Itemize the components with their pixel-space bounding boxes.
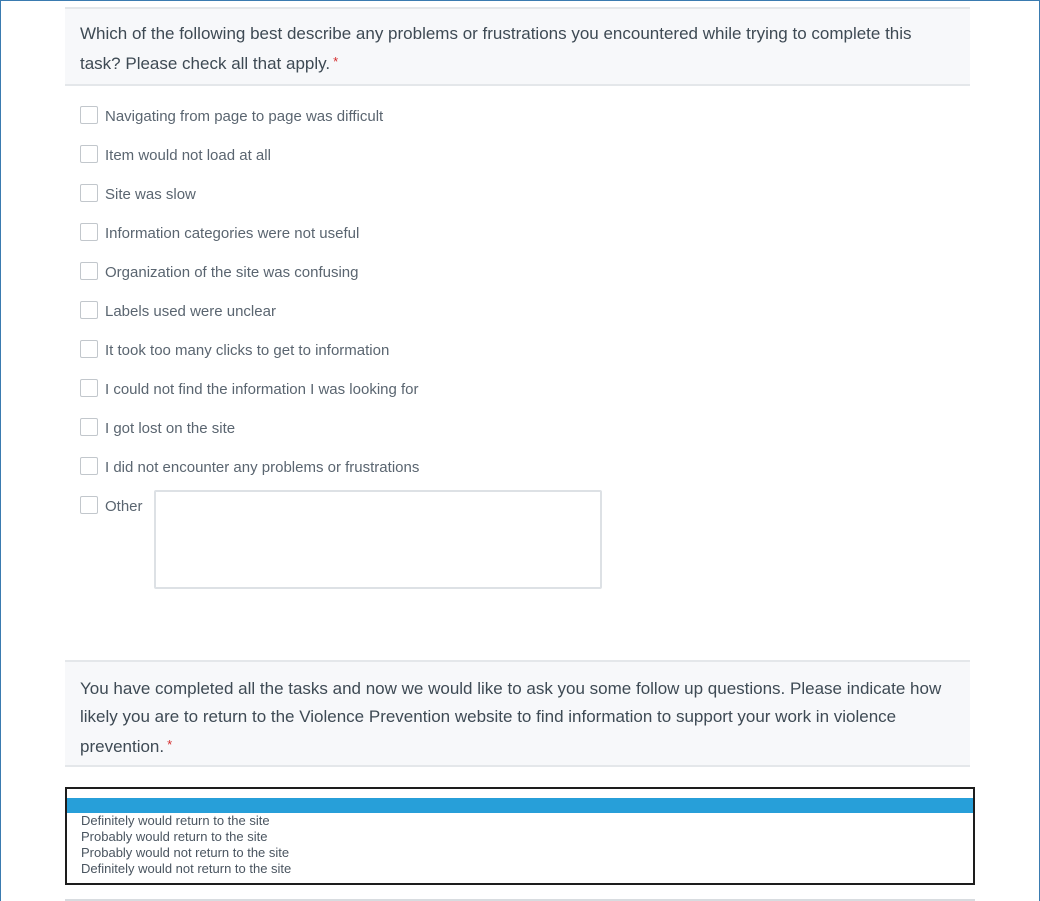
option-too-many-clicks[interactable] — [80, 337, 419, 376]
checkbox[interactable] — [80, 106, 98, 124]
option-label: Item would not load at all — [105, 147, 271, 164]
checkbox[interactable] — [80, 340, 98, 358]
option-label: I did not encounter any problems or frustrations — [105, 459, 420, 476]
required-marker: * — [167, 737, 173, 752]
option-got-lost[interactable] — [80, 415, 419, 454]
option-label: Organization of the site was confusing — [105, 264, 359, 281]
option-label: I could not find the information I was looking for — [105, 381, 419, 398]
option-label: Labels used were unclear — [105, 303, 276, 320]
option-could-not-find[interactable] — [80, 376, 419, 415]
listbox-option[interactable]: Probably would return to the site — [81, 829, 268, 844]
listbox-options — [81, 813, 291, 877]
option-navigating-difficult[interactable] — [80, 103, 419, 142]
question-2-text: You have completed all the tasks and now we would like to ask you some follow up questions. Please indicate how likely you are to return to the Violence Prevention website to find information to support your work in violence prevention. — [80, 679, 942, 756]
listbox-option[interactable]: Probably would not return to the site — [81, 845, 290, 860]
checkbox[interactable] — [80, 496, 98, 514]
problems-checkbox-group — [80, 103, 419, 532]
option-site-slow[interactable] — [80, 181, 419, 220]
option-categories-not-useful[interactable] — [80, 220, 419, 259]
return-likelihood-listbox[interactable] — [65, 787, 975, 885]
option-item-not-load[interactable] — [80, 142, 419, 181]
checkbox[interactable] — [80, 418, 98, 436]
listbox-selected-blank-option[interactable] — [67, 798, 973, 813]
option-organization-confusing[interactable] — [80, 259, 419, 298]
question-1-header — [65, 7, 970, 86]
listbox-option[interactable]: Definitely would not return to the site — [81, 861, 292, 876]
checkbox[interactable] — [80, 223, 98, 241]
checkbox[interactable] — [80, 301, 98, 319]
option-label: Information categories were not useful — [105, 225, 360, 242]
option-labels-unclear[interactable] — [80, 298, 419, 337]
option-label: I got lost on the site — [105, 420, 236, 437]
checkbox[interactable] — [80, 145, 98, 163]
option-label: It took too many clicks to get to information — [105, 342, 390, 359]
checkbox[interactable] — [80, 379, 98, 397]
option-label: Site was slow — [105, 186, 196, 203]
question-2-header — [65, 660, 970, 767]
required-marker: * — [333, 54, 339, 69]
other-text-input[interactable] — [154, 490, 602, 589]
checkbox[interactable] — [80, 262, 98, 280]
checkbox[interactable] — [80, 184, 98, 202]
listbox-option[interactable]: Definitely would return to the site — [81, 813, 270, 828]
option-label: Other — [105, 498, 143, 515]
option-label: Navigating from page to page was difficult — [105, 108, 384, 125]
question-1-text: Which of the following best describe any problems or frustrations you encountered while trying to complete this task? Please check all that apply. — [80, 24, 912, 73]
option-no-problems[interactable] — [80, 454, 419, 493]
checkbox[interactable] — [80, 457, 98, 475]
